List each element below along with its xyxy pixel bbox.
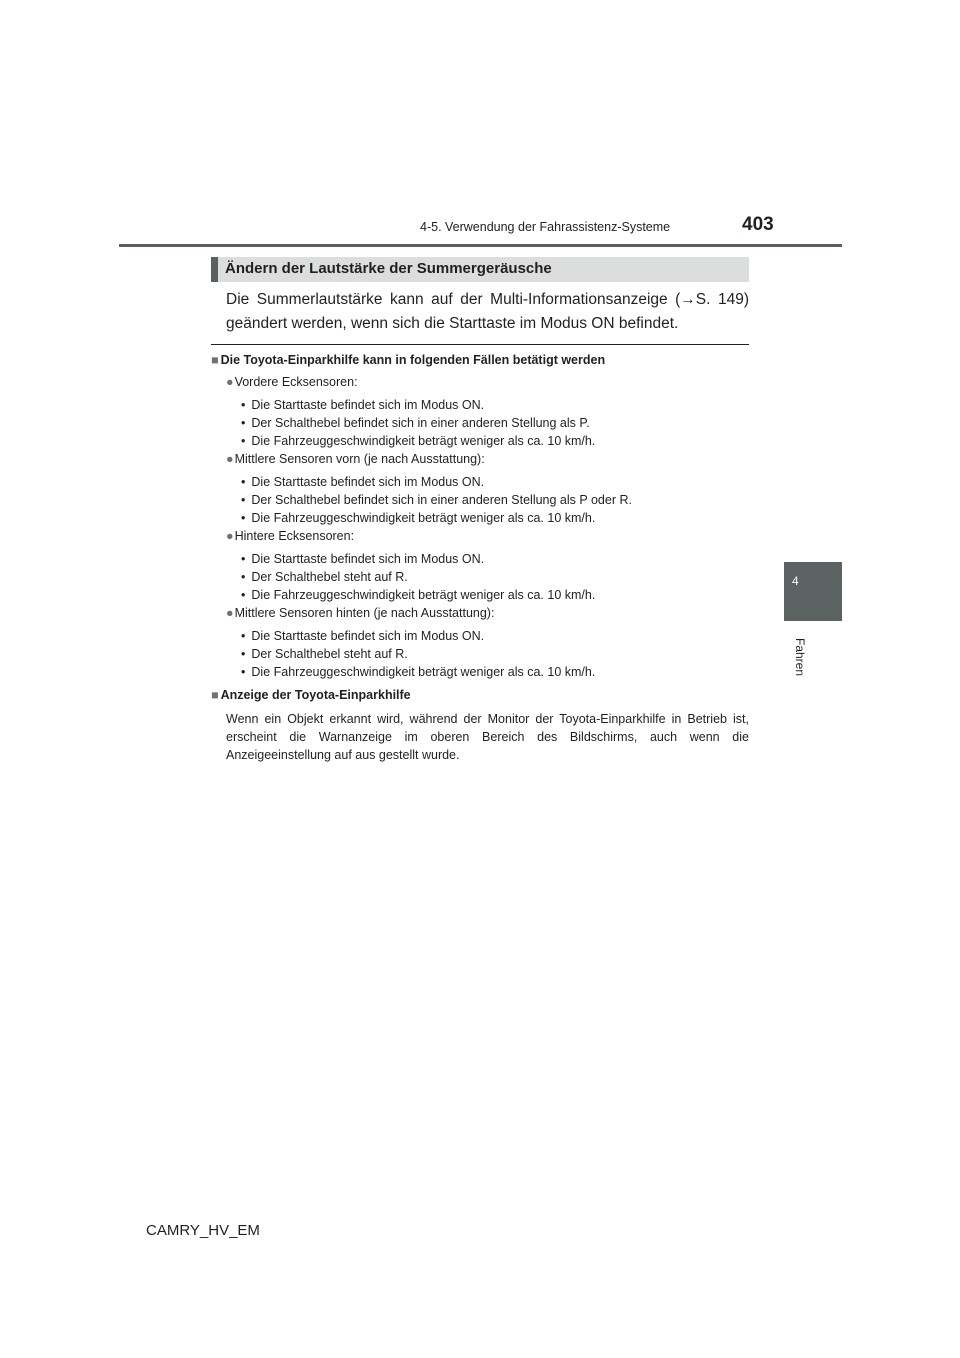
sub-list-item — [241, 493, 632, 507]
sub-list-item — [241, 629, 484, 643]
circle-bullet-icon: ● — [226, 375, 234, 389]
note-heading — [211, 688, 411, 702]
sub-list-item — [241, 434, 595, 448]
square-bullet-icon: ■ — [211, 688, 219, 702]
list-item — [226, 452, 485, 466]
sub-list-item-text: Die Starttaste befindet sich im Modus ON. — [251, 552, 485, 566]
list-item-label: Hintere Ecksensoren: — [234, 529, 355, 543]
notes-divider — [211, 344, 749, 345]
list-item-label: Mittlere Sensoren hinten (je nach Ausstattung): — [234, 606, 495, 620]
header-rule — [119, 244, 842, 247]
list-item-label: Vordere Ecksensoren: — [234, 375, 358, 389]
sub-list-item-text: Die Fahrzeuggeschwindigkeit beträgt weniger als ca. 10 km/h. — [251, 665, 596, 679]
sub-list-item — [241, 665, 595, 679]
circle-bullet-icon: ● — [226, 529, 234, 543]
section-title: Ändern der Lautstärke der Summergeräusche — [225, 260, 552, 277]
dot-bullet-icon: • — [241, 511, 246, 525]
dot-bullet-icon: • — [241, 665, 246, 679]
sub-list-item — [241, 570, 408, 584]
section-intro-paragraph: Die Summerlautstärke kann auf der Multi-Informationsanzeige (→S. 149) geändert werden, wenn sich die Starttaste im Modus ON befindet. — [226, 291, 749, 332]
chapter-tab-label: Fahren — [793, 637, 807, 677]
document-code: CAMRY_HV_EM — [146, 1222, 260, 1239]
sub-list-item — [241, 552, 484, 566]
dot-bullet-icon: • — [241, 434, 246, 448]
sub-list-item-text: Die Starttaste befindet sich im Modus ON. — [251, 398, 485, 412]
chapter-tab-number: 4 — [792, 574, 799, 588]
sub-list-item — [241, 416, 590, 430]
list-item-label: Mittlere Sensoren vorn (je nach Ausstattung): — [234, 452, 485, 466]
dot-bullet-icon: • — [241, 570, 246, 584]
circle-bullet-icon: ● — [226, 452, 234, 466]
note-heading-text: Anzeige der Toyota-Einparkhilfe — [220, 688, 411, 702]
list-item — [226, 375, 358, 389]
page-number: 403 — [742, 214, 774, 235]
sub-list-item-text: Der Schalthebel steht auf R. — [251, 570, 408, 584]
sub-list-item-text: Der Schalthebel befindet sich in einer anderen Stellung als P. — [251, 416, 590, 430]
dot-bullet-icon: • — [241, 416, 246, 430]
dot-bullet-icon: • — [241, 647, 246, 661]
sub-list-item-text: Die Fahrzeuggeschwindigkeit beträgt weniger als ca. 10 km/h. — [251, 588, 596, 602]
note-heading-text: Die Toyota-Einparkhilfe kann in folgenden Fällen betätigt werden — [220, 353, 606, 367]
list-item — [226, 529, 354, 543]
sub-list-item-text: Der Schalthebel befindet sich in einer anderen Stellung als P oder R. — [251, 493, 632, 507]
sub-list-item — [241, 588, 595, 602]
running-header-section: 4-5. Verwendung der Fahrassistenz-Systeme — [420, 220, 671, 234]
list-item — [226, 606, 494, 620]
sub-list-item-text: Die Starttaste befindet sich im Modus ON. — [251, 629, 485, 643]
sub-list-item — [241, 511, 595, 525]
sub-list-item — [241, 398, 484, 412]
note-paragraph: Wenn ein Objekt erkannt wird, während der Monitor der Toyota-Einparkhilfe in Betrieb ist, erscheint die Warnanzeige im oberen Bereich des Bildschirms, auch wenn die Anzeigeeinstellung auf aus gestellt wurde. — [226, 712, 749, 762]
section-title-bar — [211, 257, 749, 282]
sub-list-item-text: Die Fahrzeuggeschwindigkeit beträgt weniger als ca. 10 km/h. — [251, 511, 596, 525]
circle-bullet-icon: ● — [226, 606, 234, 620]
dot-bullet-icon: • — [241, 629, 246, 643]
dot-bullet-icon: • — [241, 493, 246, 507]
note-heading — [211, 353, 605, 367]
sub-list-item — [241, 475, 484, 489]
chapter-tab — [784, 562, 842, 621]
sub-list-item — [241, 647, 408, 661]
dot-bullet-icon: • — [241, 588, 246, 602]
sub-list-item-text: Die Starttaste befindet sich im Modus ON. — [251, 475, 485, 489]
section-title-accent — [211, 257, 218, 282]
dot-bullet-icon: • — [241, 475, 246, 489]
square-bullet-icon: ■ — [211, 353, 219, 367]
dot-bullet-icon: • — [241, 398, 246, 412]
sub-list-item-text: Die Fahrzeuggeschwindigkeit beträgt weniger als ca. 10 km/h. — [251, 434, 596, 448]
dot-bullet-icon: • — [241, 552, 246, 566]
sub-list-item-text: Der Schalthebel steht auf R. — [251, 647, 408, 661]
